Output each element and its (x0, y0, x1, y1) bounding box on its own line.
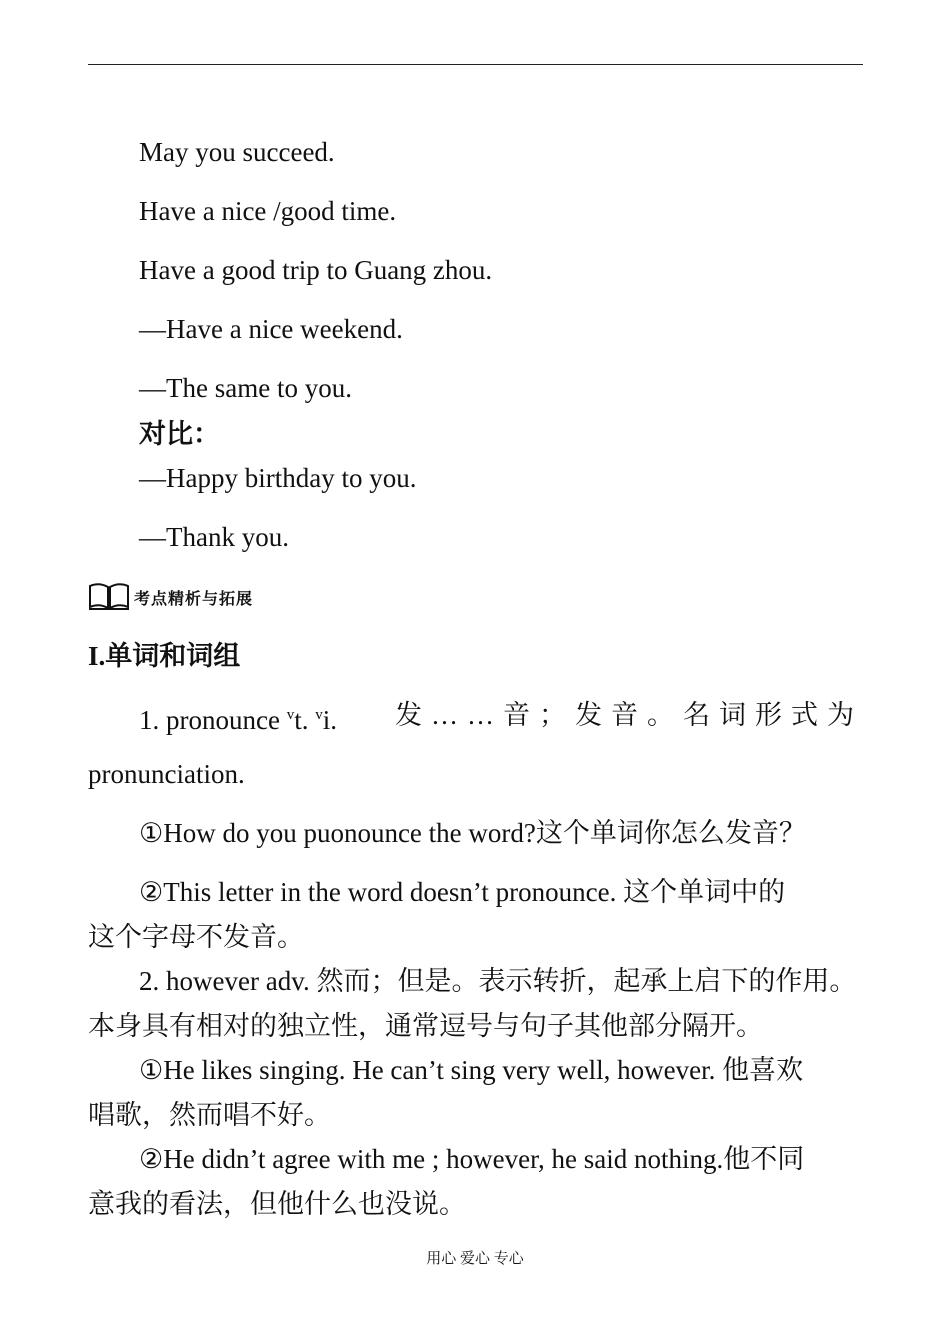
text-line: —Thank you. (139, 522, 289, 552)
page-footer: 用心 爱心 专心 (426, 1251, 524, 1267)
header-rule (88, 64, 863, 65)
text-line: —Have a nice weekend. (139, 314, 403, 344)
contrast-label: 对比： (139, 419, 220, 449)
example-line: ①How do you puonounce the word?这个单词你怎么发音？ (139, 818, 806, 848)
text-line: Have a good trip to Guang zhou. (139, 255, 493, 285)
example-line: 这个字母不发音。 (88, 922, 304, 952)
text-line: Have a nice /good time. (139, 196, 397, 226)
item1-term: 1. pronounce $^v$t. $^v$i. (139, 705, 337, 735)
heading: I.单词和词组 (88, 641, 241, 671)
example-line: 唱歌，然而唱不好。 (88, 1100, 331, 1130)
example-line: 意我的看法，但他什么也没说。 (88, 1189, 466, 1219)
example-line: ①He likes singing. He can’t sing very well, however. 他喜欢 (139, 1055, 804, 1085)
section-header (88, 582, 253, 612)
item1-line (139, 699, 863, 736)
text-line: —The same to you. (139, 373, 352, 403)
example-line: ②This letter in the word doesn’t pronounce. 这个单词中的 (139, 877, 786, 907)
text-line: —Happy birthday to you. (139, 463, 417, 493)
item1-def: 发……音；发音。名词形式为 (395, 700, 863, 730)
item2-line: 2. however adv. 然而；但是。表示转折，起承上启下的作用。 (139, 966, 857, 996)
text-line: pronunciation. (88, 759, 245, 789)
text-line: May you succeed. (139, 137, 335, 167)
section-title: 考点精析与拓展 (134, 590, 254, 608)
example-line: ②He didn’t agree with me ; however, he said nothing.他不同 (139, 1144, 805, 1174)
book-icon (88, 582, 130, 612)
text-line: 本身具有相对的独立性，通常逗号与句子其他部分隔开。 (88, 1011, 763, 1041)
